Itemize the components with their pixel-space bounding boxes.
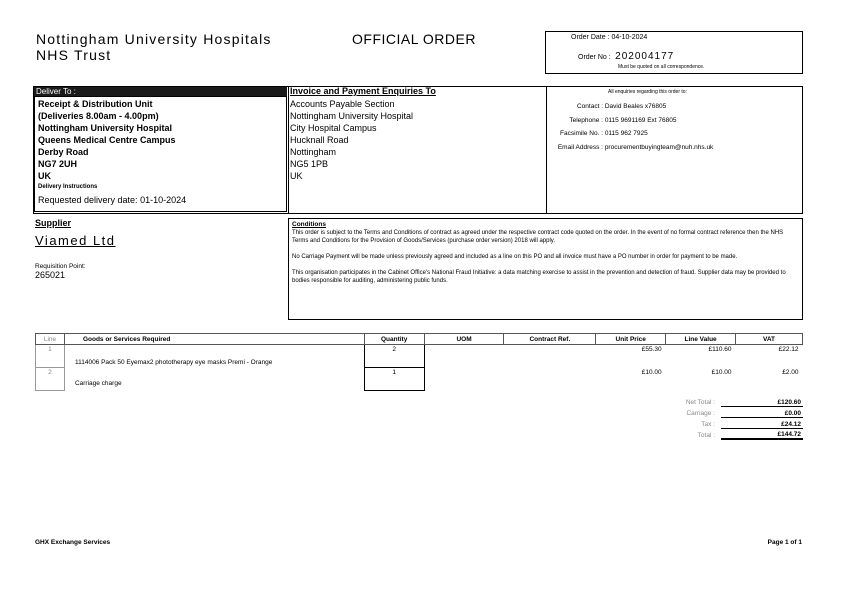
invoice-line: City Hospital Campus	[290, 123, 377, 133]
cell-uom	[424, 345, 504, 368]
net-total-value: £120.60	[721, 399, 803, 407]
deliver-line: Receipt & Distribution Unit	[38, 99, 153, 109]
fax-row	[548, 127, 802, 141]
telephone-value: 0115 9691169 Ext 76805	[604, 116, 677, 124]
conditions-heading: Conditions	[292, 221, 326, 228]
cell-uom	[424, 368, 504, 391]
table-row	[36, 345, 803, 368]
header-line-value: Line Value	[666, 334, 736, 345]
cell-vat: £2.00	[782, 368, 799, 376]
invoice-address	[290, 98, 413, 182]
tax-value: £24.12	[721, 421, 803, 429]
invoice-divider	[288, 87, 289, 213]
requisition-value: 265021	[35, 270, 66, 280]
totals-row	[640, 419, 803, 430]
totals-block	[640, 397, 803, 441]
order-number-row	[578, 46, 674, 64]
fax-label: Facsimile No. :	[560, 130, 603, 137]
invoice-line: UK	[290, 171, 303, 181]
invoice-line: Nottingham	[290, 147, 337, 157]
table-row	[36, 368, 803, 391]
header-quantity: Quantity	[364, 334, 424, 345]
deliver-line: Derby Road	[38, 147, 89, 157]
deliver-heading: Deliver To :	[34, 87, 287, 96]
delivery-instructions-label: Delivery Instructions	[38, 184, 98, 190]
cell-description: Carriage charge	[74, 379, 122, 387]
net-total-label: Net Total :	[685, 399, 715, 406]
email-label: Email Address :	[557, 143, 603, 151]
cell-unit-price: £10.00	[641, 368, 662, 376]
total-label: Total :	[697, 432, 715, 439]
cell-line-value: £110.60	[708, 346, 732, 353]
enquiries-divider	[546, 87, 547, 213]
requested-delivery-date: Requested delivery date: 01-10-2024	[38, 195, 187, 205]
email-value: procurementbuyingteam@nuh.nhs.uk	[604, 143, 714, 151]
cell-contract	[504, 368, 596, 391]
order-number-label: Order No :	[578, 54, 611, 61]
quote-note: Must be quoted on all correspondence.	[618, 64, 705, 70]
supplier-name: Viamed Ltd	[35, 233, 116, 248]
order-info-box	[545, 31, 803, 74]
org-line-2: NHS Trust	[36, 47, 112, 63]
deliver-line: Queens Medical Centre Campus	[38, 135, 176, 145]
cell-quantity: 1	[364, 368, 424, 391]
cell-vat: £22.12	[778, 346, 799, 353]
cell-line: 2	[36, 368, 65, 391]
cell-description: 1114006 Pack 50 Eyemax2 phototherapy eye masks Premi - Orange	[74, 358, 273, 366]
cell-contract	[504, 345, 596, 368]
enquiries-details	[548, 100, 802, 154]
header-uom: UOM	[424, 334, 504, 345]
telephone-row	[548, 114, 802, 128]
invoice-line: Nottingham University Hospital	[290, 111, 414, 121]
header-line: Line	[36, 334, 65, 345]
header-vat: VAT	[736, 334, 803, 345]
contact-label: Contact :	[576, 103, 603, 110]
totals-row	[640, 408, 803, 419]
total-value: £144.72	[721, 431, 803, 440]
cell-line-value: £10.00	[711, 368, 732, 376]
footer-page-number: Page 1 of 1	[767, 539, 802, 546]
deliver-line: NG7 2UH	[38, 159, 78, 169]
deliver-address	[38, 98, 176, 182]
org-line-1: Nottingham University Hospitals	[36, 31, 272, 47]
invoice-heading: Invoice and Payment Enquiries To	[290, 86, 436, 96]
carriage-value: £0.00	[721, 410, 803, 418]
deliver-line: Nottingham University Hospital	[38, 123, 173, 133]
header-unit-price: Unit Price	[596, 334, 666, 345]
telephone-label: Telephone :	[569, 116, 603, 124]
deliver-line: (Deliveries 8.00am - 4.00pm)	[38, 111, 159, 121]
conditions-paragraph: This organisation participates in the Cabinet Office's National Fraud Initiative: a data matching exercise to assist in the prevention and detection of fraud. Supplier data may be provided to bodies responsible for auditing, administering public funds.	[292, 270, 786, 284]
org-name	[36, 31, 272, 63]
deliver-line: UK	[38, 171, 51, 181]
order-number: 202004177	[615, 51, 675, 62]
requisition-label: Requisition Point:	[35, 263, 86, 270]
cell-line: 1	[36, 345, 65, 368]
enquiries-heading: All enquiries regarding this order to:	[608, 89, 687, 95]
carriage-label: Carriage :	[686, 410, 715, 417]
header-contract-ref: Contract Ref.	[504, 334, 596, 345]
conditions-paragraph: This order is subject to the Terms and Conditions of contract as agreed under the respective contract code quoted on the order. In the event of no formal contract reference then the NHS Terms and Conditions for the Provision of Goods/Services (purchase order version) 2018 will apply.	[292, 230, 784, 244]
footer-left: GHX Exchange Services	[35, 539, 111, 546]
supplier-heading: Supplier	[35, 218, 72, 228]
cell-quantity: 2	[364, 345, 424, 368]
header-goods: Goods or Services Required	[64, 334, 364, 345]
conditions-paragraph: No Carriage Payment will be made unless previously agreed and included as a line on this PO and all invoice must have a PO number in order for payment to be made.	[292, 254, 738, 260]
order-lines-table	[35, 333, 803, 391]
invoice-line: Accounts Payable Section	[290, 99, 395, 109]
invoice-line: NG5 1PB	[290, 159, 329, 169]
cell-unit-price: £55.30	[641, 346, 662, 353]
fax-value: 0115 962 7925	[604, 130, 648, 137]
order-date: Order Date : 04-10-2024	[571, 34, 648, 41]
tax-label: Tax :	[701, 421, 715, 428]
email-row	[548, 141, 802, 155]
conditions-box	[288, 218, 803, 320]
contact-value: David Beales x76805	[604, 103, 667, 110]
document-title: OFFICIAL ORDER	[352, 31, 476, 47]
totals-row	[640, 397, 803, 408]
contact-row	[548, 100, 802, 114]
invoice-line: Hucknall Road	[290, 135, 349, 145]
table-header-row	[36, 334, 803, 345]
totals-row	[640, 430, 803, 441]
